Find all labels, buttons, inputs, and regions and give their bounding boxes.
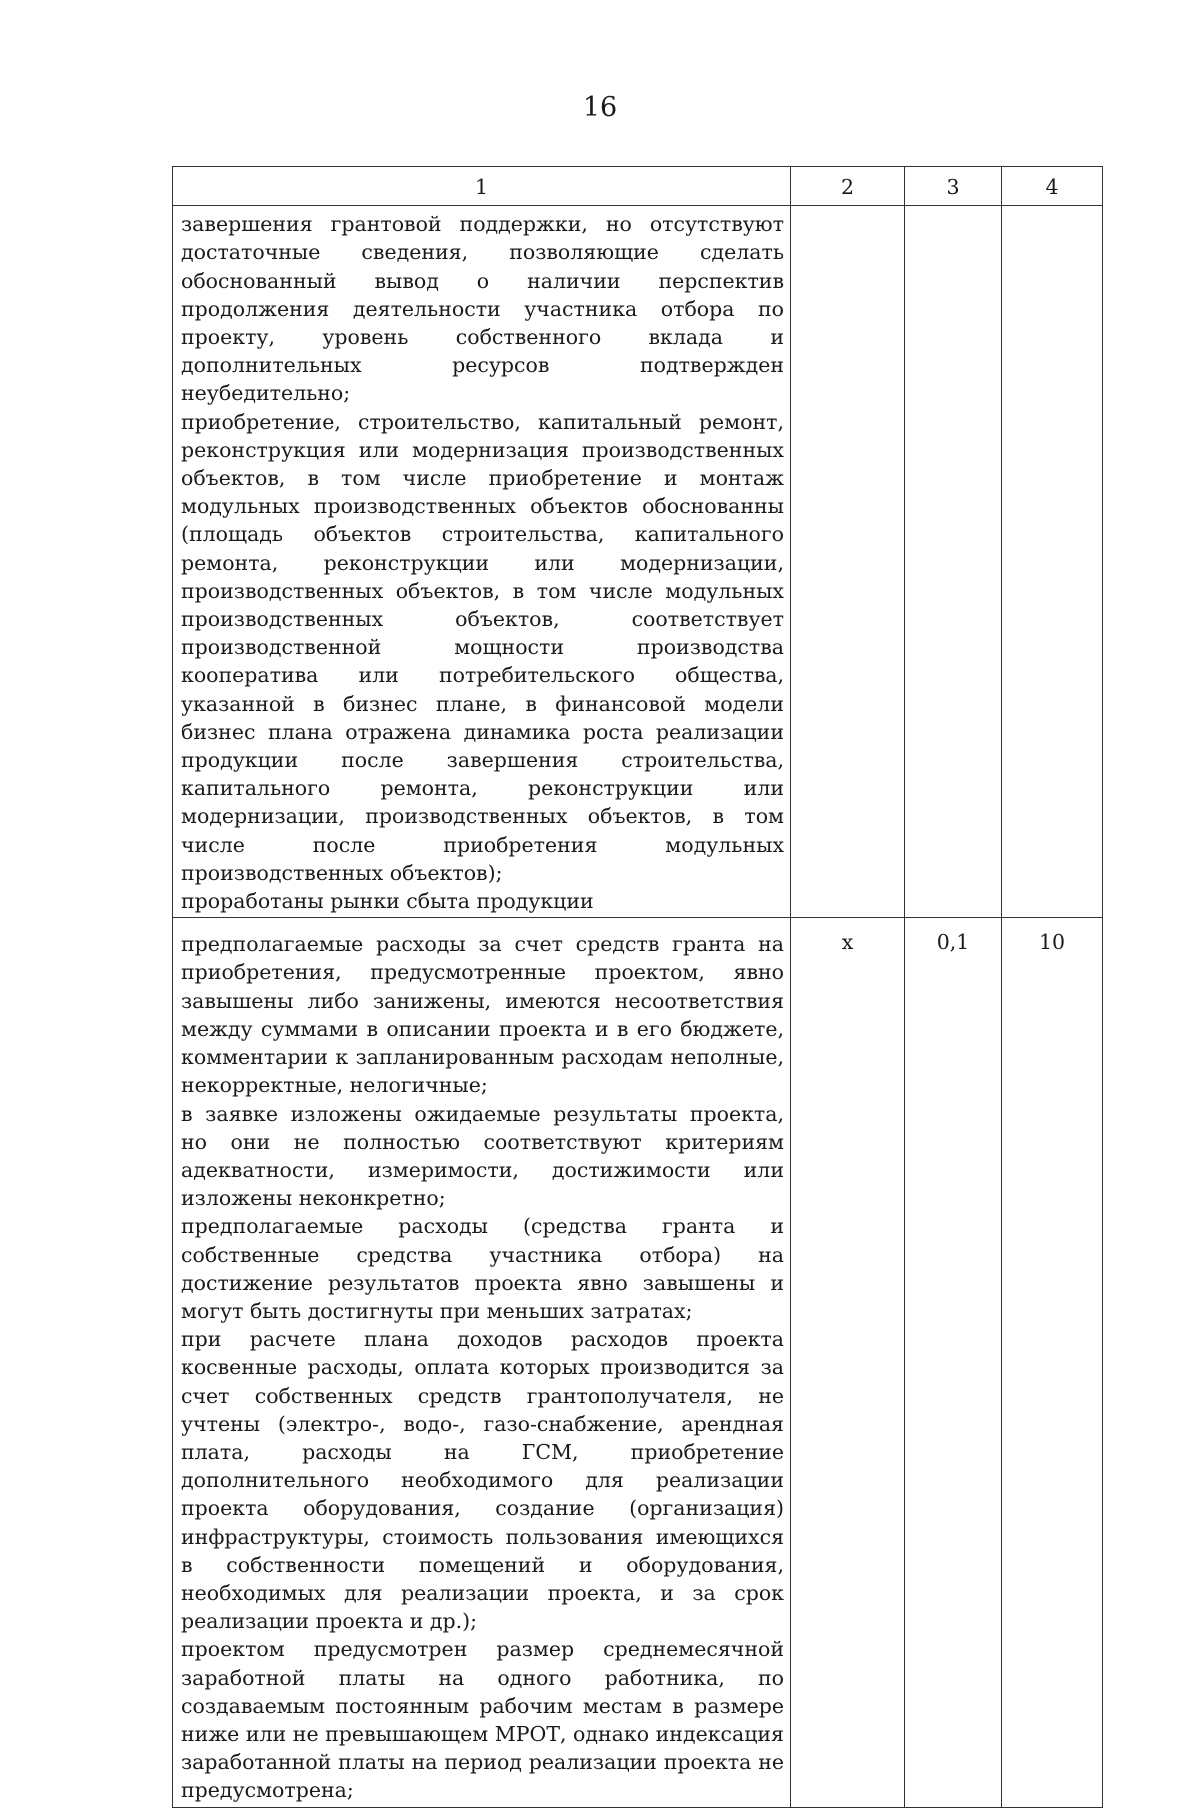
criterion-paragraph: при расчете плана доходов расходов проекта косвенные расходы, оплата которых производится за счет собственных средств грантополучателя, не учтены (электро-, водо-, газо-снабжение, арендная плата, расходы на ГСМ, приобретение дополнительного необходимого для реализации проекта оборудования, создание (организация) инфраструктуры, стоимость пользования имеющихся в собственности помещений и оборудования, необходимых для реализации проекта, и за срок реализации проекта и др.); — [181, 1327, 784, 1634]
criterion-paragraph: приобретение, строительство, капитальный ремонт, реконструкция или модернизация производственных объектов, в том числе приобретение и монтаж модульных производственных объектов обоснованны (площадь объектов строительства, капитального ремонта, реконструкции или модернизации, производственных объектов, в том числе модульных производственных объектов, соответствует производственной мощности производства кооператива или потребительского общества, указанной в бизнес плане, в финансовой модели бизнес плана отражена динамика роста реализации продукции после завершения строительства, капитального ремонта, реконструкции или модернизации, производственных объектов, в том числе после приобретения модульных производственных объектов); — [181, 409, 784, 885]
criterion-paragraph: завершения грантовой поддержки, но отсутствуют достаточные сведения, позволяющие сделать обоснованный вывод о наличии перспектив продолжения деятельности участника отбора по проекту, уровень собственного вклада и дополнительных ресурсов подтвержден неубедительно; — [181, 212, 784, 406]
criterion-paragraph: проработаны рынки сбыта продукции — [181, 889, 594, 914]
criterion-text-cell — [173, 918, 791, 1807]
table-row — [173, 918, 1103, 1807]
col3-cell: 0,1 — [905, 918, 1002, 1807]
criteria-table — [172, 166, 1103, 1808]
header-col-2: 2 — [791, 167, 905, 206]
criterion-paragraph: проектом предусмотрен размер среднемесячной заработной платы на одного работника, по создаваемым постоянным рабочим местам в размере ниже или не превышающем МРОТ, однако индексация заработанной платы на период реализации проекта не предусмотрена; — [181, 1637, 784, 1803]
col3-cell — [905, 206, 1002, 918]
criterion-paragraph: предполагаемые расходы (средства гранта и собственные средства участника отбора) на достижение результатов проекта явно завышены и могут быть достигнуты при меньших затратах; — [181, 1214, 784, 1323]
table-row — [173, 206, 1103, 918]
col4-cell: 10 — [1002, 918, 1103, 1807]
criterion-paragraph: в заявке изложены ожидаемые результаты проекта, но они не полностью соответствуют критериям адекватности, измеримости, достижимости или изложены неконкретно; — [181, 1101, 784, 1211]
header-col-1: 1 — [173, 167, 791, 206]
header-col-4: 4 — [1002, 167, 1103, 206]
col4-cell — [1002, 206, 1103, 918]
criterion-text-cell — [173, 206, 791, 918]
page-number: 16 — [582, 92, 618, 123]
col2-cell — [791, 206, 905, 918]
criterion-paragraph: предполагаемые расходы за счет средств гранта на приобретения, предусмотренные проектом, явно завышены либо занижены, имеются несоответствия между суммами в описании проекта и в его бюджете, комментарии к запланированным расходам неполные, некорректные, нелогичные; — [181, 932, 784, 1098]
header-col-3: 3 — [905, 167, 1002, 206]
col2-cell: х — [791, 918, 905, 1807]
table-header-row — [173, 167, 1103, 206]
